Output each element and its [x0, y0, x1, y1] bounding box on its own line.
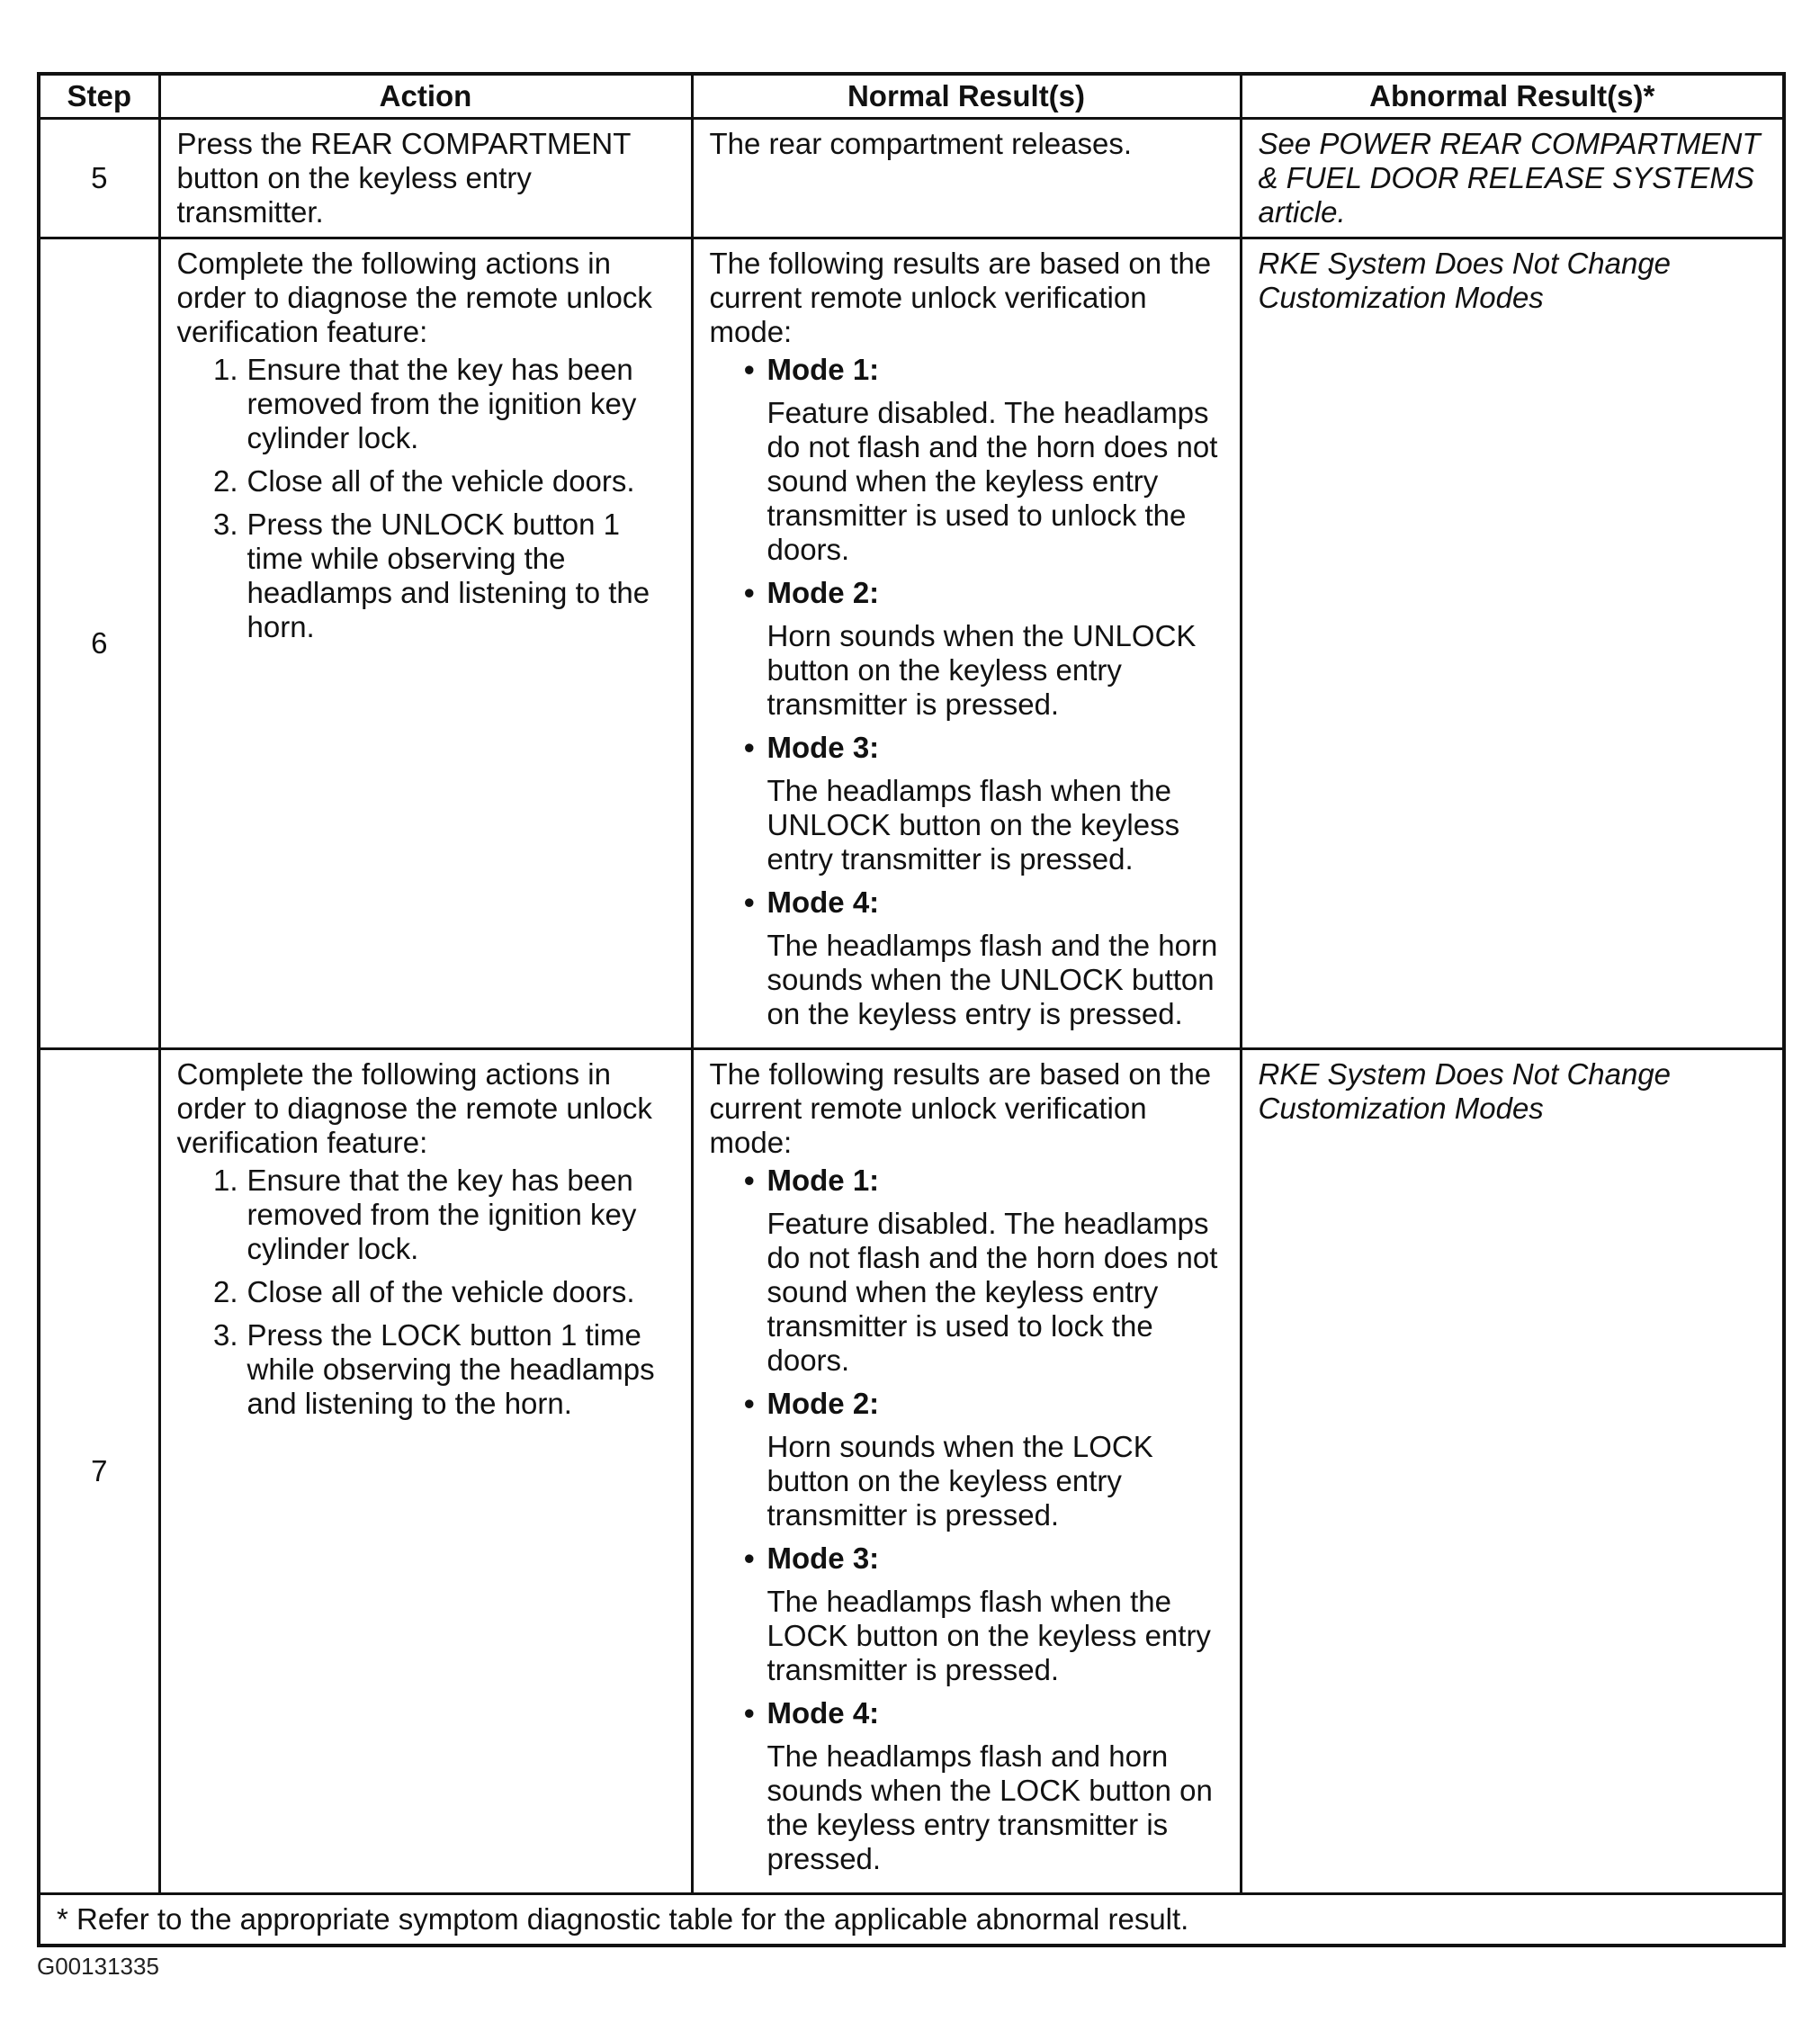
bullet-icon: •	[743, 1164, 755, 1197]
mode-description: Feature disabled. The headlamps do not flash and the horn does not sound when the keyless entry transmitter is used to unlock the doors.	[767, 396, 1218, 566]
mode-list	[710, 353, 1224, 1031]
list-item	[177, 508, 675, 644]
footnote: * Refer to the appropriate symptom diagnostic table for the applicable abnormal result.	[39, 1894, 1784, 1946]
bullet-icon: •	[743, 1387, 755, 1420]
list-item	[710, 576, 1224, 722]
item-number: 3.	[212, 1318, 238, 1352]
list-item	[710, 1164, 1224, 1378]
header-abnormal-results: Abnormal Result(s)*	[1241, 74, 1784, 119]
mode-label: Mode 1:	[767, 1164, 880, 1197]
mode-description: Horn sounds when the UNLOCK button on the keyless entry transmitter is pressed.	[767, 619, 1197, 721]
mode-description: Feature disabled. The headlamps do not flash and the horn does not sound when the keyless entry transmitter is used to lock the doors.	[767, 1207, 1218, 1377]
list-item	[710, 885, 1224, 1031]
table-header-row	[39, 74, 1784, 119]
figure-id: G00131335	[37, 1953, 159, 1980]
diagnostic-table	[37, 72, 1786, 1947]
item-text: Press the UNLOCK button 1 time while observing the headlamps and listening to the horn.	[247, 508, 650, 643]
normal-result-cell	[692, 238, 1241, 1049]
table-row	[39, 119, 1784, 238]
abnormal-result-cell: See POWER REAR COMPARTMENT & FUEL DOOR RELEASE SYSTEMS article.	[1241, 119, 1784, 238]
action-cell	[159, 238, 692, 1049]
step-number: 5	[39, 119, 159, 238]
header-normal-results: Normal Result(s)	[692, 74, 1241, 119]
mode-label: Mode 4:	[767, 1696, 880, 1730]
header-step: Step	[39, 74, 159, 119]
mode-label: Mode 3:	[767, 731, 880, 764]
list-item	[177, 1164, 675, 1266]
list-item	[177, 353, 675, 455]
item-text: Press the LOCK button 1 time while observing the headlamps and listening to the horn.	[247, 1318, 655, 1420]
list-item	[710, 353, 1224, 567]
item-number: 1.	[212, 353, 238, 386]
item-number: 3.	[212, 508, 238, 541]
bullet-icon: •	[743, 353, 755, 386]
bullet-icon: •	[743, 576, 755, 609]
normal-result-intro: The following results are based on the current remote unlock verification mode:	[709, 1057, 1212, 1159]
mode-description: The headlamps flash and horn sounds when the LOCK button on the keyless entry transmitter is pressed.	[767, 1739, 1213, 1875]
mode-label: Mode 4:	[767, 885, 880, 919]
action-intro: Complete the following actions in order to diagnose the remote unlock verification feature:	[176, 247, 652, 348]
action-cell	[159, 119, 692, 238]
bullet-icon: •	[743, 1541, 755, 1575]
list-item	[710, 731, 1224, 876]
abnormal-result-cell: RKE System Does Not Change Customization Modes	[1241, 238, 1784, 1049]
action-text: Press the REAR COMPARTMENT button on the keyless entry transmitter.	[176, 127, 631, 229]
normal-result-cell	[692, 1049, 1241, 1894]
table-row	[39, 238, 1784, 1049]
mode-list	[710, 1164, 1224, 1876]
action-intro: Complete the following actions in order to diagnose the remote unlock verification feature:	[176, 1057, 652, 1159]
mode-description: The headlamps flash when the UNLOCK button on the keyless entry transmitter is pressed.	[767, 774, 1180, 876]
mode-label: Mode 3:	[767, 1541, 880, 1575]
bullet-icon: •	[743, 731, 755, 764]
item-number: 2.	[212, 464, 238, 498]
item-number: 1.	[212, 1164, 238, 1197]
document	[37, 72, 1782, 1947]
mode-description: The headlamps flash and the horn sounds when the UNLOCK button on the keyless entry is pressed.	[767, 929, 1218, 1030]
mode-label: Mode 1:	[767, 353, 880, 386]
step-number: 7	[39, 1049, 159, 1894]
table-row	[39, 1049, 1784, 1894]
normal-result-text: The rear compartment releases.	[709, 127, 1133, 160]
mode-description: Horn sounds when the LOCK button on the keyless entry transmitter is pressed.	[767, 1430, 1153, 1532]
bullet-icon: •	[743, 1696, 755, 1730]
list-item	[177, 1318, 675, 1421]
step-number: 6	[39, 238, 159, 1049]
list-item	[710, 1696, 1224, 1876]
item-text: Close all of the vehicle doors.	[247, 464, 635, 498]
mode-label: Mode 2:	[767, 576, 880, 609]
bullet-icon: •	[743, 885, 755, 919]
item-text: Ensure that the key has been removed from the ignition key cylinder lock.	[247, 353, 637, 454]
list-item	[177, 464, 675, 499]
item-text: Ensure that the key has been removed from the ignition key cylinder lock.	[247, 1164, 637, 1265]
action-cell	[159, 1049, 692, 1894]
normal-result-cell	[692, 119, 1241, 238]
list-item	[710, 1541, 1224, 1687]
normal-result-intro: The following results are based on the current remote unlock verification mode:	[709, 247, 1212, 348]
footnote-row	[39, 1894, 1784, 1946]
action-list	[177, 1164, 675, 1421]
item-number: 2.	[212, 1275, 238, 1308]
header-action: Action	[159, 74, 692, 119]
item-text: Close all of the vehicle doors.	[247, 1275, 635, 1308]
abnormal-result-cell: RKE System Does Not Change Customization Modes	[1241, 1049, 1784, 1894]
mode-label: Mode 2:	[767, 1387, 880, 1420]
mode-description: The headlamps flash when the LOCK button on the keyless entry transmitter is pressed.	[767, 1585, 1211, 1686]
action-list	[177, 353, 675, 644]
list-item	[177, 1275, 675, 1309]
list-item	[710, 1387, 1224, 1532]
